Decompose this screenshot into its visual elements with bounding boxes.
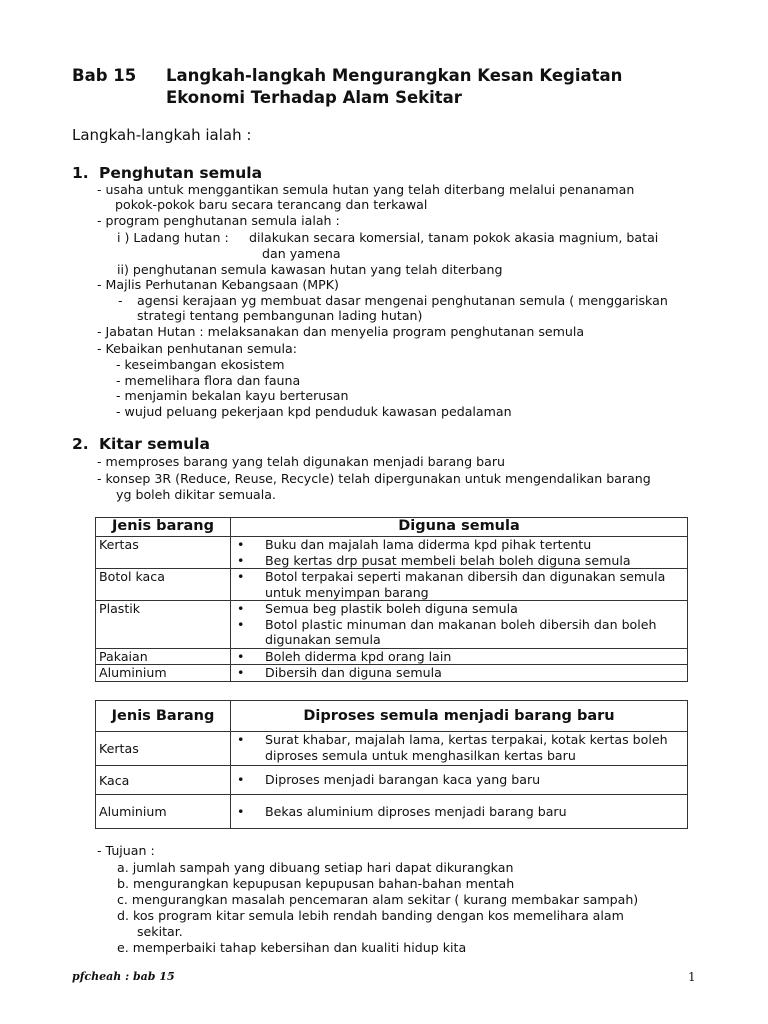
section-1-line: dan yamena — [262, 246, 341, 261]
detail-cell — [231, 766, 688, 795]
section-1-line: - Kebaikan penhutanan semula: — [97, 341, 297, 356]
item-cell: Botol kaca — [96, 569, 231, 601]
detail-cell — [231, 601, 688, 649]
item-cell: Aluminium — [96, 795, 231, 829]
section-1-number: 1. — [72, 164, 89, 182]
tujuan-item: a. jumlah sampah yang dibuang setiap hari dapat dikurangkan — [117, 860, 514, 875]
section-2-number: 2. — [72, 435, 89, 453]
item-cell: Aluminium — [96, 665, 231, 682]
bullet-item: • Diproses menjadi barangan kaca yang baru — [234, 772, 684, 788]
chapter-number: Bab 15 — [72, 66, 137, 85]
section-2-heading — [72, 435, 210, 453]
recycle-table — [95, 700, 688, 829]
detail-cell — [231, 537, 688, 569]
bullet-item: • Botol plastic minuman dan makanan boleh dibersih dan boleh digunakan semula — [234, 617, 684, 648]
bullet-item: • Dibersih dan diguna semula — [234, 665, 684, 681]
section-1-line: - menjamin bekalan kayu berterusan — [116, 388, 349, 403]
bullet-item: • Beg kertas drp pusat membeli belah boleh diguna semula — [234, 553, 684, 569]
section-1-title: Penghutan semula — [99, 164, 263, 182]
section-1-line: - Jabatan Hutan : melaksanakan dan menyelia program penghutanan semula — [97, 324, 585, 339]
table-row — [96, 601, 688, 649]
section-2-line: - memproses barang yang telah digunakan menjadi barang baru — [97, 454, 506, 469]
column-header: Diproses semula menjadi barang baru — [231, 701, 688, 732]
section-1-line: strategi tentang pembangunan lading hutan) — [137, 308, 423, 323]
tujuan-item: e. memperbaiki tahap kebersihan dan kualiti hidup kita — [117, 940, 467, 955]
reuse-table — [95, 517, 688, 682]
bullet-item: • Boleh diderma kpd orang lain — [234, 649, 684, 665]
bullet-item: • Buku dan majalah lama diderma kpd pihak tertentu — [234, 537, 684, 553]
section-2-line: yg boleh dikitar semuala. — [116, 487, 276, 502]
tujuan-label: - Tujuan : — [97, 843, 155, 858]
tujuan-item: sekitar. — [137, 924, 183, 939]
item-cell: Kertas — [96, 732, 231, 766]
section-2-title: Kitar semula — [99, 435, 210, 453]
detail-cell — [231, 732, 688, 766]
section-1-line: i ) Ladang hutan : — [117, 230, 229, 245]
detail-cell — [231, 665, 688, 682]
item-cell: Pakaian — [96, 648, 231, 665]
table-row — [96, 795, 688, 829]
detail-cell — [231, 795, 688, 829]
item-cell: Kaca — [96, 766, 231, 795]
bullet-item: • Semua beg plastik boleh diguna semula — [234, 601, 684, 617]
chapter-title-line-2: Ekonomi Terhadap Alam Sekitar — [166, 88, 462, 107]
chapter-title-line-1: Langkah-langkah Mengurangkan Kesan Kegiatan — [166, 66, 623, 85]
detail-cell — [231, 648, 688, 665]
section-1-line: - — [118, 293, 123, 308]
table-row — [96, 537, 688, 569]
column-header: Jenis barang — [96, 518, 231, 537]
section-1-line: - memelihara flora dan fauna — [116, 373, 301, 388]
bullet-item: • Surat khabar, majalah lama, kertas terpakai, kotak kertas boleh diproses semula untuk menghasilkan kertas baru — [234, 732, 684, 763]
table-row — [96, 665, 688, 682]
column-header: Jenis Barang — [96, 701, 231, 732]
bullet-item: • Botol terpakai seperti makanan dibersih dan digunakan semula untuk menyimpan barang — [234, 569, 684, 600]
page-number: 1 — [688, 970, 696, 984]
table-header-row — [96, 701, 688, 732]
footer-label: pfcheah : bab 15 — [72, 970, 175, 983]
table-row — [96, 732, 688, 766]
table-header-row — [96, 518, 688, 537]
section-1-heading — [72, 164, 262, 182]
section-1-line: - wujud peluang pekerjaan kpd penduduk kawasan pedalaman — [116, 404, 512, 419]
table-row — [96, 766, 688, 795]
tujuan-item: b. mengurangkan kepupusan kepupusan bahan-bahan mentah — [117, 876, 515, 891]
section-1-line: - Majlis Perhutanan Kebangsaan (MPK) — [97, 277, 339, 292]
section-2-line: - konsep 3R (Reduce, Reuse, Recycle) telah dipergunakan untuk mengendalikan barang — [97, 471, 651, 486]
bullet-item: • Bekas aluminium diproses menjadi barang baru — [234, 804, 684, 820]
detail-cell — [231, 569, 688, 601]
tujuan-item: d. kos program kitar semula lebih rendah banding dengan kos memelihara alam — [117, 908, 624, 923]
section-1-line: - program penghutanan semula ialah : — [97, 213, 340, 228]
section-1-line: - keseimbangan ekosistem — [116, 357, 285, 372]
section-1-line: - usaha untuk menggantikan semula hutan yang telah diterbang melalui penanaman — [97, 182, 635, 197]
item-cell: Kertas — [96, 537, 231, 569]
section-1-line: dilakukan secara komersial, tanam pokok akasia magnium, batai — [249, 230, 659, 245]
table-row — [96, 648, 688, 665]
table-row — [96, 569, 688, 601]
intro-text: Langkah-langkah ialah : — [72, 126, 252, 144]
section-1-line: agensi kerajaan yg membuat dasar mengenai penghutanan semula ( menggariskan — [137, 293, 668, 308]
item-cell: Plastik — [96, 601, 231, 649]
section-1-line: ii) penghutanan semula kawasan hutan yang telah diterbang — [117, 262, 503, 277]
section-1-line: pokok-pokok baru secara terancang dan terkawal — [115, 197, 428, 212]
tujuan-item: c. mengurangkan masalah pencemaran alam sekitar ( kurang membakar sampah) — [117, 892, 639, 907]
column-header: Diguna semula — [231, 518, 688, 537]
